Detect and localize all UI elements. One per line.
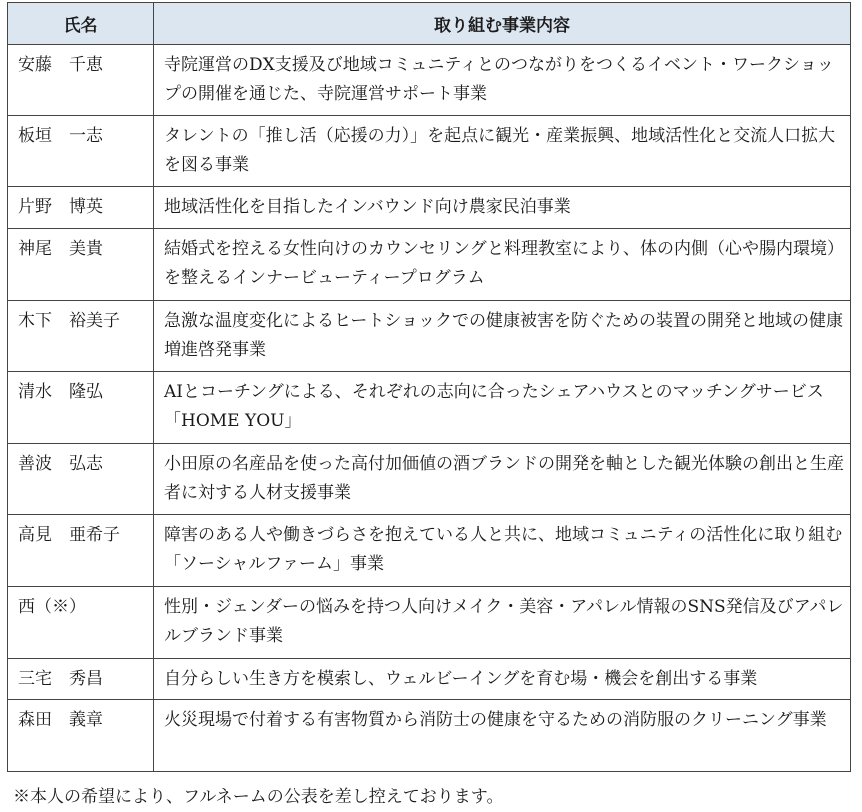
row-description: 性別・ジェンダーの悩みを持つ人向けメイク・美容・アパレル情報のSNS発信及びアパレルブランド事業 (154, 587, 851, 659)
table-row (8, 45, 851, 116)
table-row (8, 659, 851, 700)
table-row (8, 301, 851, 372)
row-description: 小田原の名産品を使った高付加価値の酒ブランドの開発を軸とした観光体験の創出と生産者に対する人材支援事業 (154, 444, 851, 515)
row-description: AIとコーチングによる、それぞれの志向に合ったシェアハウスとのマッチングサービス「HOME YOU」 (154, 372, 851, 444)
row-name: 森田 義章 (8, 700, 154, 772)
table-row (8, 372, 851, 444)
participants-table (7, 2, 851, 772)
row-description: 障害のある人や働きづらさを抱えている人と共に、地域コミュニティの活性化に取り組む「ソーシャルファーム」事業 (154, 515, 851, 587)
row-name: 善波 弘志 (8, 444, 154, 515)
row-description: 自分らしい生き方を模索し、ウェルビーイングを育む場・機会を創出する事業 (154, 659, 851, 700)
row-description: 地域活性化を目指したインバウンド向け農家民泊事業 (154, 187, 851, 229)
table-row (8, 515, 851, 587)
header-name: 氏名 (8, 3, 154, 45)
header-description: 取り組む事業内容 (154, 3, 851, 45)
row-name: 安藤 千恵 (8, 45, 154, 116)
table-row (8, 229, 851, 301)
table-row (8, 444, 851, 515)
row-name: 西（※） (8, 587, 154, 659)
table-row (8, 116, 851, 187)
table-row (8, 587, 851, 659)
participants-table-wrapper (7, 2, 850, 772)
row-description: 寺院運営のDX支援及び地域コミュニティとのつながりをつくるイベント・ワークショップの開催を通じた、寺院運営サポート事業 (154, 45, 851, 116)
table-header-row (8, 3, 851, 45)
row-name: 神尾 美貴 (8, 229, 154, 301)
row-description: 急激な温度変化によるヒートショックでの健康被害を防ぐための装置の開発と地域の健康増進啓発事業 (154, 301, 851, 372)
row-name: 片野 博英 (8, 187, 154, 229)
row-name: 三宅 秀昌 (8, 659, 154, 700)
row-name: 木下 裕美子 (8, 301, 154, 372)
row-name: 清水 隆弘 (8, 372, 154, 444)
footnote: ※本人の希望により、フルネームの公表を差し控えております。 (13, 787, 504, 807)
row-name: 板垣 一志 (8, 116, 154, 187)
row-description: 結婚式を控える女性向けのカウンセリングと料理教室により、体の内側（心や腸内環境）を整えるインナービューティープログラム (154, 229, 851, 301)
table-row (8, 187, 851, 229)
row-name: 高見 亜希子 (8, 515, 154, 587)
row-description: タレントの「推し活（応援の力）」を起点に観光・産業振興、地域活性化と交流人口拡大を図る事業 (154, 116, 851, 187)
table-row (8, 700, 851, 772)
row-description: 火災現場で付着する有害物質から消防士の健康を守るための消防服のクリーニング事業 (154, 700, 851, 772)
